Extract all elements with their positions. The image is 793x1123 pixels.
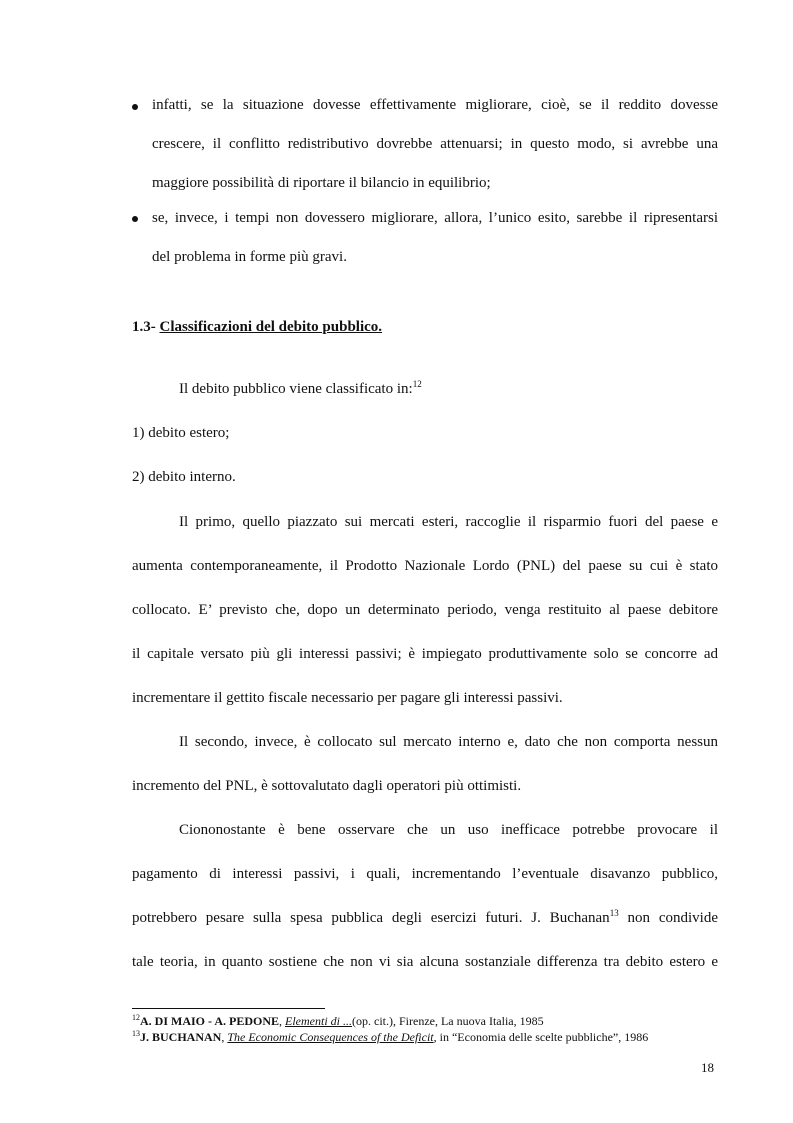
- para1-line-4: il capitale versato più gli interessi passivi; è impiegato produttivamente solo se concorre ad: [132, 646, 718, 662]
- list-item-1: 1) debito estero;: [132, 425, 230, 441]
- footnote-divider: [132, 1008, 325, 1009]
- intro-text: Il debito pubblico viene classificato in:: [179, 381, 413, 397]
- footnote-title: Elementi di ...: [285, 1014, 352, 1028]
- footnote-rest: (op. cit.), Firenze, La nuova Italia, 1985: [352, 1014, 544, 1028]
- footnote-sep: ,: [279, 1014, 286, 1028]
- bullet-dot: [132, 104, 138, 110]
- footnote-ref-13: 13: [609, 908, 619, 918]
- footnote-ref-12: 12: [412, 379, 422, 389]
- page-number: 18: [701, 1060, 714, 1075]
- bullet-1-line-2: crescere, il conflitto redistributivo dovrebbe attenuarsi; in questo modo, si avrebbe una: [152, 136, 718, 152]
- para3-line-2: pagamento di interessi passivi, i quali, incrementando l’eventuale disavanzo pubblico,: [132, 866, 718, 882]
- bullet-2-line-2: del problema in forme più gravi.: [152, 249, 347, 265]
- footnote-rest: , in “Economia delle scelte pubbliche”, 1986: [433, 1030, 649, 1044]
- para3-line-4: tale teoria, in quanto sostiene che non vi sia alcuna sostanziale differenza tra debito estero e: [132, 954, 718, 970]
- intro-line: [179, 380, 422, 398]
- section-number: 1.3-: [132, 319, 156, 335]
- bullet-1-line-1: infatti, se la situazione dovesse effettivamente migliorare, cioè, se il reddito dovesse: [152, 97, 718, 113]
- footnote-12: [132, 1014, 544, 1028]
- bullet-dot: [132, 216, 138, 222]
- para1-line-1: Il primo, quello piazzato sui mercati esteri, raccoglie il risparmio fuori del paese e: [179, 514, 718, 530]
- footnote-author: A. DI MAIO - A. PEDONE: [140, 1014, 280, 1028]
- footnote-13: [132, 1030, 648, 1044]
- bullet-2-line-1: se, invece, i tempi non dovessero migliorare, allora, l’unico esito, sarebbe il ripresentarsi: [152, 210, 718, 226]
- footnote-author: J. BUCHANAN: [140, 1030, 222, 1044]
- para3-line-3: [132, 909, 718, 927]
- para2-line-2: incremento del PNL, è sottovalutato dagli operatori più ottimisti.: [132, 778, 522, 794]
- footnote-number: 13: [132, 1029, 140, 1038]
- footnote-title: The Economic Consequences of the Deficit: [227, 1030, 434, 1044]
- para3-line-3-text: potrebbero pesare sulla spesa pubblica degli esercizi futuri. J. Buchanan: [132, 910, 610, 926]
- section-heading: [132, 318, 382, 336]
- para3-line-1: Ciononostante è bene osservare che un uso inefficace potrebbe provocare il: [179, 822, 718, 838]
- para3-line-3-end: non condivide: [618, 910, 719, 926]
- footnote-sep: ,: [221, 1030, 228, 1044]
- footnote-number: 12: [132, 1013, 140, 1022]
- para1-line-5: incrementare il gettito fiscale necessario per pagare gli interessi passivi.: [132, 690, 563, 706]
- para2-line-1: Il secondo, invece, è collocato sul mercato interno e, dato che non comporta nessun: [179, 734, 718, 750]
- list-item-2: 2) debito interno.: [132, 469, 236, 485]
- bullet-1-line-3: maggiore possibilità di riportare il bilancio in equilibrio;: [152, 175, 491, 191]
- section-title: Classificazioni del debito pubblico.: [159, 319, 383, 335]
- para1-line-3: collocato. E’ previsto che, dopo un determinato periodo, venga restituito al paese debitore: [132, 602, 718, 618]
- para1-line-2: aumenta contemporaneamente, il Prodotto Nazionale Lordo (PNL) del paese su cui è stato: [132, 558, 718, 574]
